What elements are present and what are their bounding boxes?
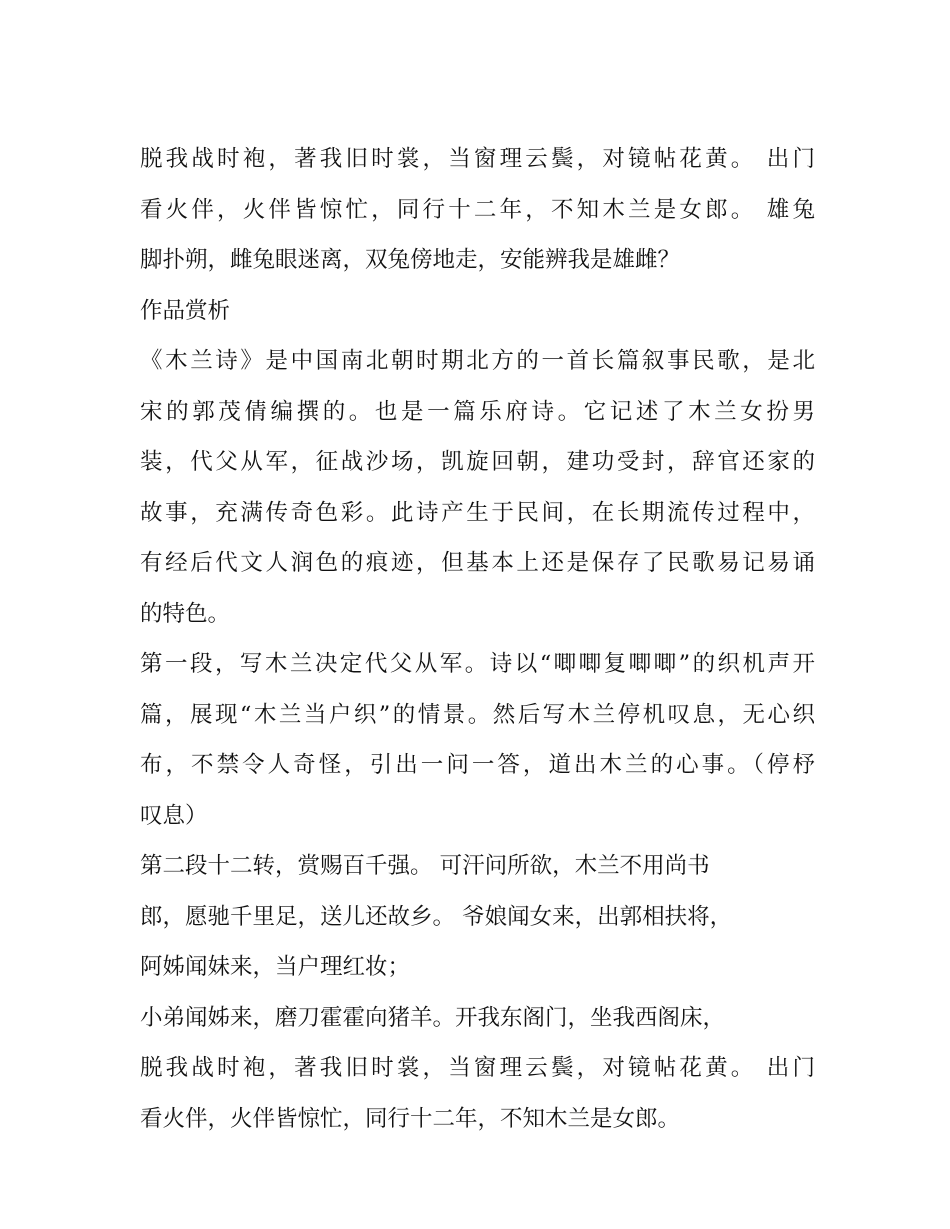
text-line: 装，代父从军，征战沙场，凯旋回朝，建功受封，辞官还家的 <box>140 449 815 475</box>
text-line: 脱我战时袍，著我旧时裳，当窗理云鬓，对镜帖花黄。 出门 <box>140 1055 815 1081</box>
text-line: 第一段，写木兰决定代父从军。诗以“唧唧复唧唧”的织机声开 <box>140 651 815 677</box>
text-line: 阿姊闻妹来，当户理红妆； <box>140 954 411 980</box>
text-line: 《木兰诗》是中国南北朝时期北方的一首长篇叙事民歌，是北 <box>140 348 815 374</box>
text-line: 郎，愿驰千里足，送儿还故乡。 爷娘闻女来，出郭相扶将， <box>140 903 733 930</box>
text-line: 故事，充满传奇色彩。此诗产生于民间，在长期流传过程中， <box>140 499 815 526</box>
text-line: 看火伴，火伴皆惊忙，同行十二年，不知木兰是女郎。 <box>140 1105 681 1132</box>
text-line: 脱我战时袍，著我旧时裳，当窗理云鬓，对镜帖花黄。 出门 <box>140 146 815 172</box>
section-heading: 作品赏析 <box>140 297 231 324</box>
text-line: 小弟闻姊来，磨刀霍霍向猪羊。开我东阁门，坐我西阁床， <box>140 1004 726 1031</box>
text-line: 第二段十二转，赏赐百千强。 可汗问所欲，木兰不用尚书 <box>140 853 710 879</box>
text-line: 叹息） <box>140 802 208 829</box>
text-line: 篇，展现“木兰当户织”的情景。然后写木兰停机叹息，无心织 <box>140 701 815 728</box>
text-line: 宋的郭茂倩编撰的。也是一篇乐府诗。它记述了木兰女扮男 <box>140 398 815 425</box>
text-line: 看火伴，火伴皆惊忙，同行十二年，不知木兰是女郎。 雄兔 <box>140 196 815 223</box>
text-line: 脚扑朔，雌兔眼迷离，双兔傍地走，安能辨我是雄雌？ <box>140 247 681 273</box>
text-line: 的特色。 <box>140 600 231 627</box>
text-line: 布，不禁令人奇怪，引出一问一答，道出木兰的心事。（停杼 <box>140 752 815 778</box>
text-line: 有经后代文人润色的痕迹，但基本上还是保存了民歌易记易诵 <box>140 550 815 576</box>
document-body <box>140 134 815 1144</box>
